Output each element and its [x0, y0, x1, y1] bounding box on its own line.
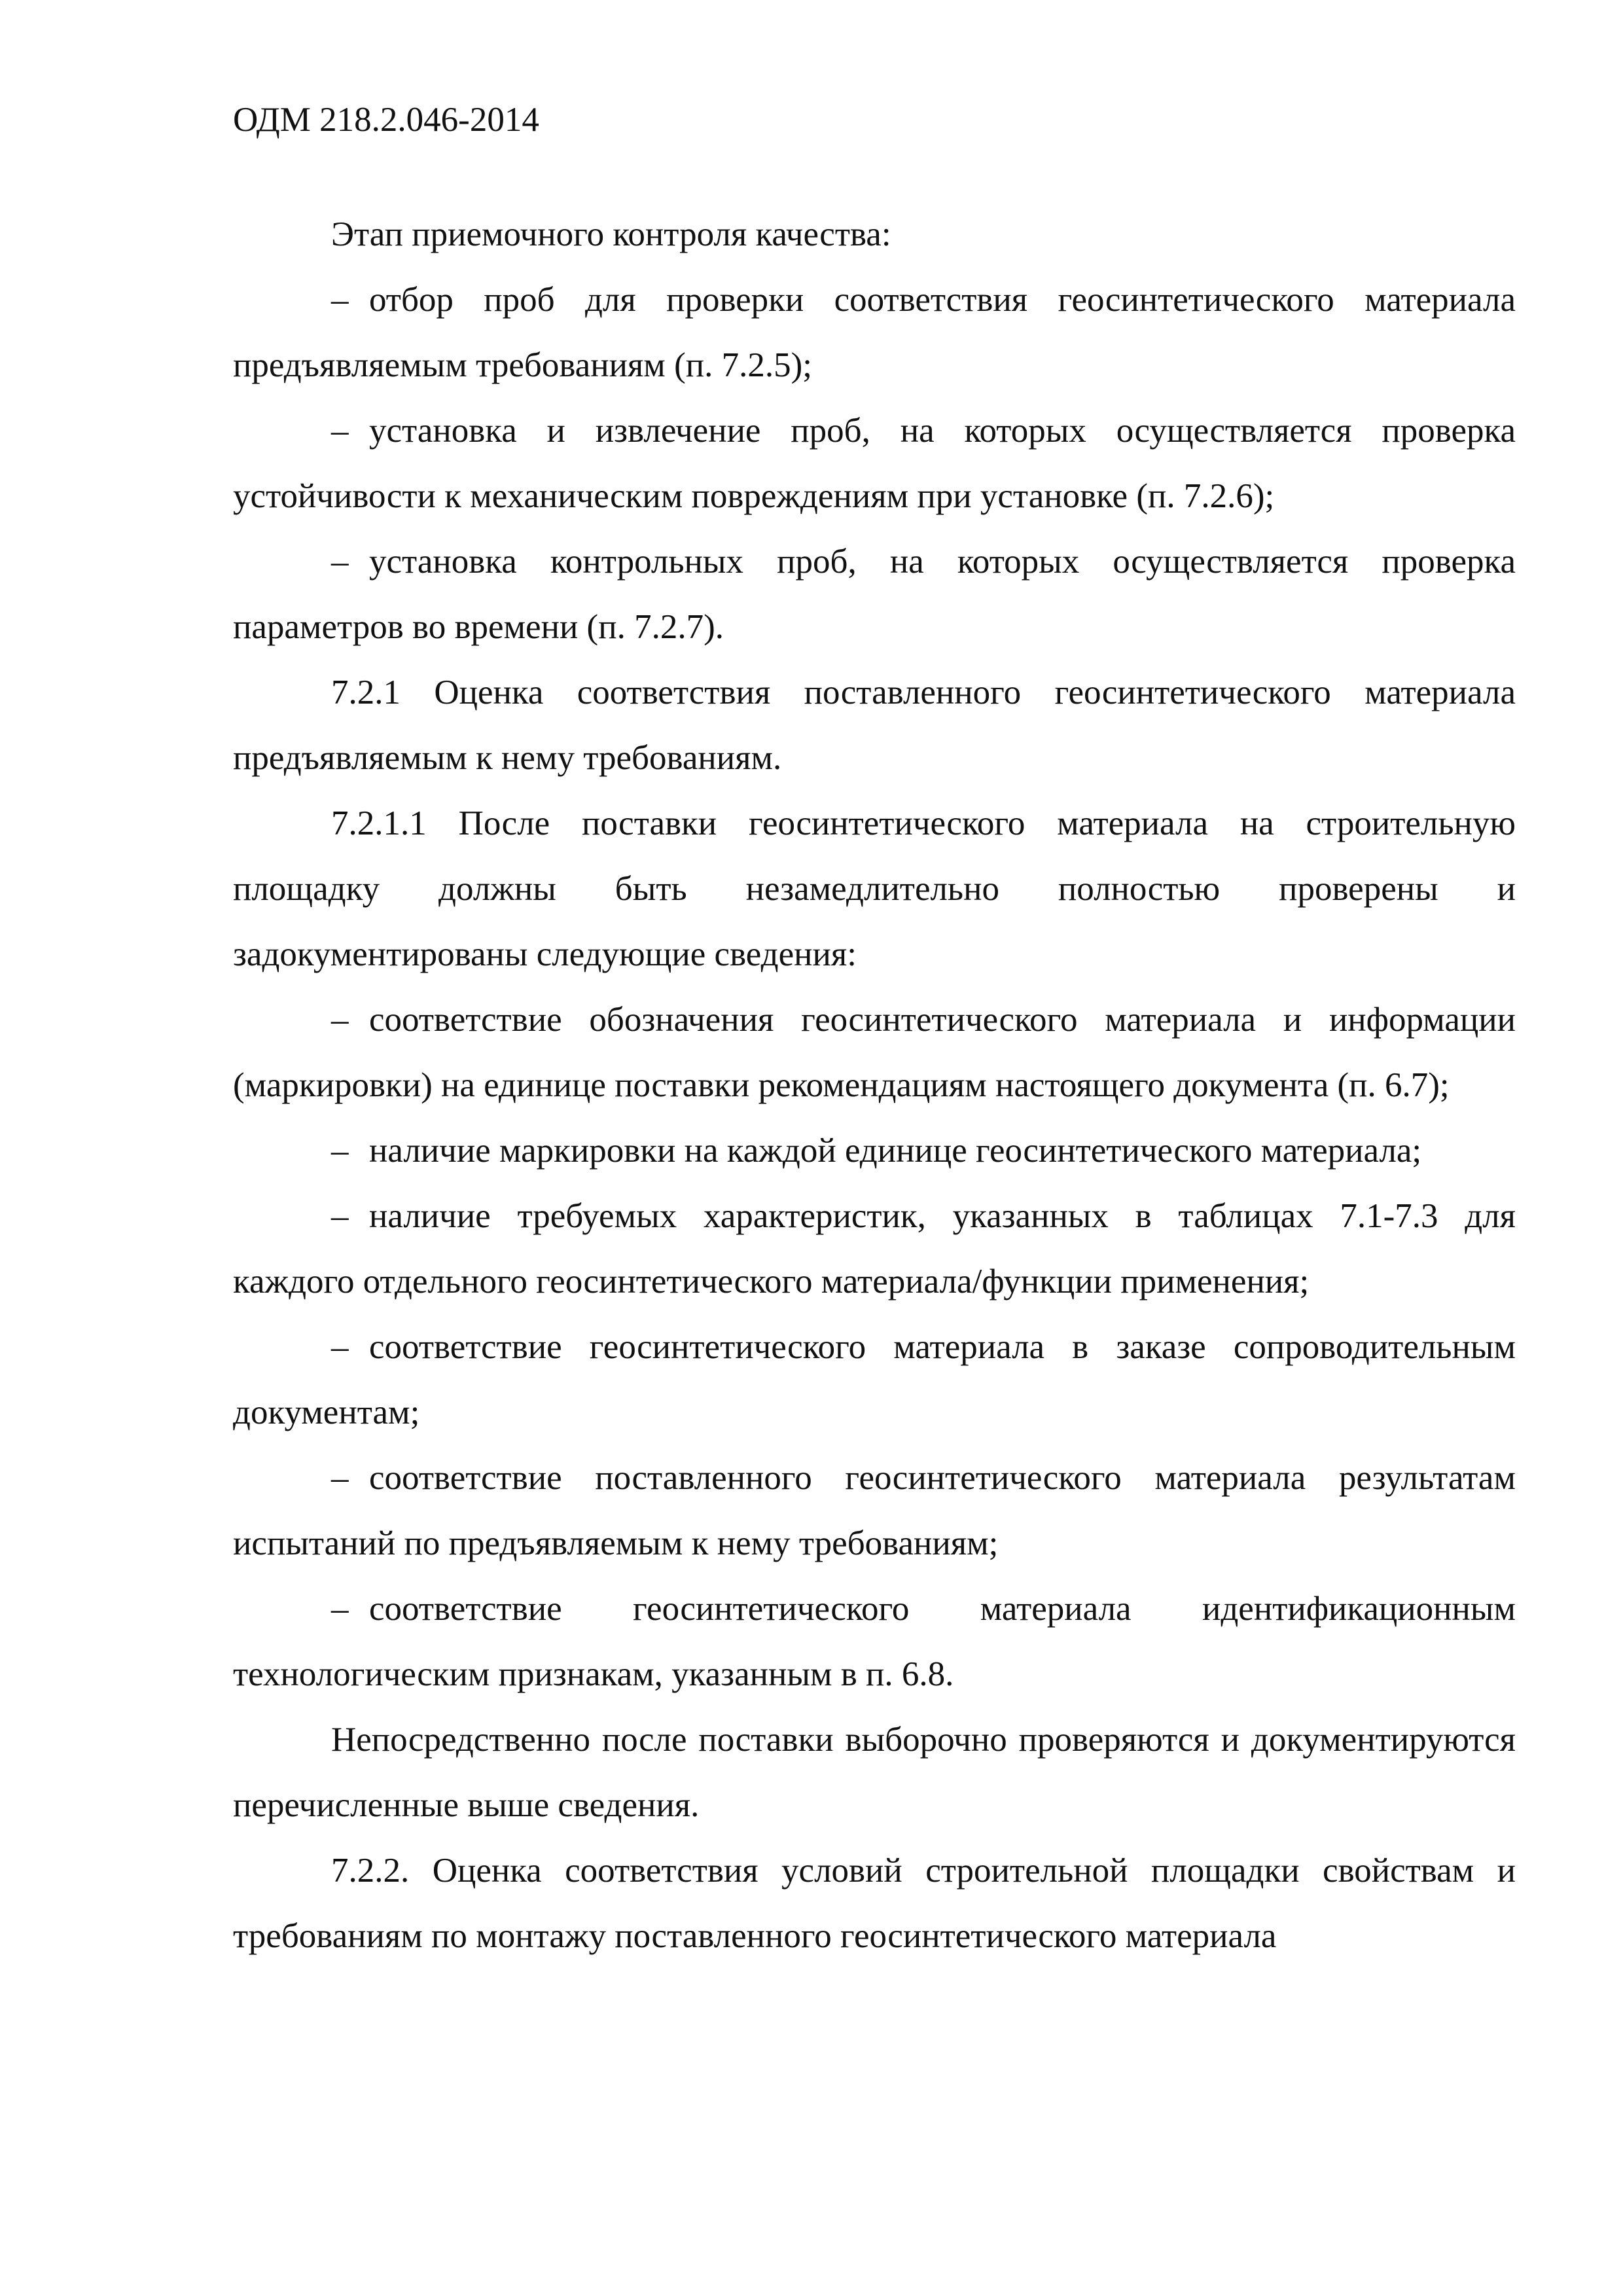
list-dash: – [331, 1197, 349, 1235]
list-dash: – [331, 1459, 349, 1497]
document-body [233, 202, 1516, 1969]
list-item-text: соответствие геосинтетического материала в заказе сопроводительным документам; [233, 1328, 1516, 1431]
section-paragraph-7-2-1-1 [233, 791, 1516, 987]
list-item [233, 398, 1516, 529]
paragraph-text: 7.2.1.1 После поставки геосинтетического материала на строительную площадку должны быть незамедлительно полностью проверены и задокументированы следующие сведения: [233, 804, 1516, 973]
list-item-text: отбор проб для проверки соответствия геосинтетического материала предъявляемым требованиям (п. 7.2.5); [233, 281, 1516, 384]
list-item-text: соответствие поставленного геосинтетического материала результатам испытаний по предъявляемым к нему требованиям; [233, 1459, 1516, 1562]
list-item [233, 529, 1516, 660]
list-dash: – [331, 1132, 349, 1170]
paragraph-text: Непосредственно после поставки выборочно проверяются и документируются перечисленные выше сведения. [233, 1721, 1516, 1824]
list-item-text: наличие требуемых характеристик, указанных в таблицах 7.1-7.3 для каждого отдельного геосинтетического материала/функции применения; [233, 1197, 1516, 1300]
list-item-text: соответствие геосинтетического материала идентификационным технологическим признакам, указанным в п. 6.8. [233, 1590, 1516, 1693]
list-dash: – [331, 1328, 349, 1366]
list-dash: – [331, 1590, 349, 1628]
paragraph [233, 1707, 1516, 1838]
paragraph [233, 202, 1516, 267]
paragraph-text: 7.2.2. Оценка соответствия условий строительной площадки свойствам и требованиям по монтажу поставленного геосинтетического материала [233, 1852, 1516, 1955]
list-item-text: наличие маркировки на каждой единице геосинтетического материала; [369, 1132, 1422, 1170]
list-item-text: установка контрольных проб, на которых осуществляется проверка параметров во времени (п. 7.2.7). [233, 543, 1516, 646]
list-item-text: установка и извлечение проб, на которых осуществляется проверка устойчивости к механическим повреждениям при установке (п. 7.2.6); [233, 412, 1516, 515]
section-heading-7-2-2 [233, 1838, 1516, 1969]
list-dash: – [331, 412, 349, 450]
list-item [233, 1118, 1516, 1183]
list-item [233, 1445, 1516, 1576]
paragraph-text: Этап приемочного контроля качества: [331, 215, 891, 253]
list-dash: – [331, 543, 349, 581]
list-item-text: соответствие обозначения геосинтетического материала и информации (маркировки) на единице поставки рекомендациям настоящего документа (п. 6.7); [233, 1001, 1516, 1104]
list-item [233, 267, 1516, 398]
list-item [233, 1314, 1516, 1445]
list-item [233, 1183, 1516, 1314]
paragraph-text: 7.2.1 Оценка соответствия поставленного геосинтетического материала предъявляемым к нему требованиям. [233, 673, 1516, 777]
document-header: ОДМ 218.2.046-2014 [233, 101, 539, 139]
list-dash: – [331, 281, 349, 319]
section-heading-7-2-1 [233, 660, 1516, 791]
list-item [233, 1576, 1516, 1707]
list-item [233, 987, 1516, 1118]
list-dash: – [331, 1001, 349, 1039]
